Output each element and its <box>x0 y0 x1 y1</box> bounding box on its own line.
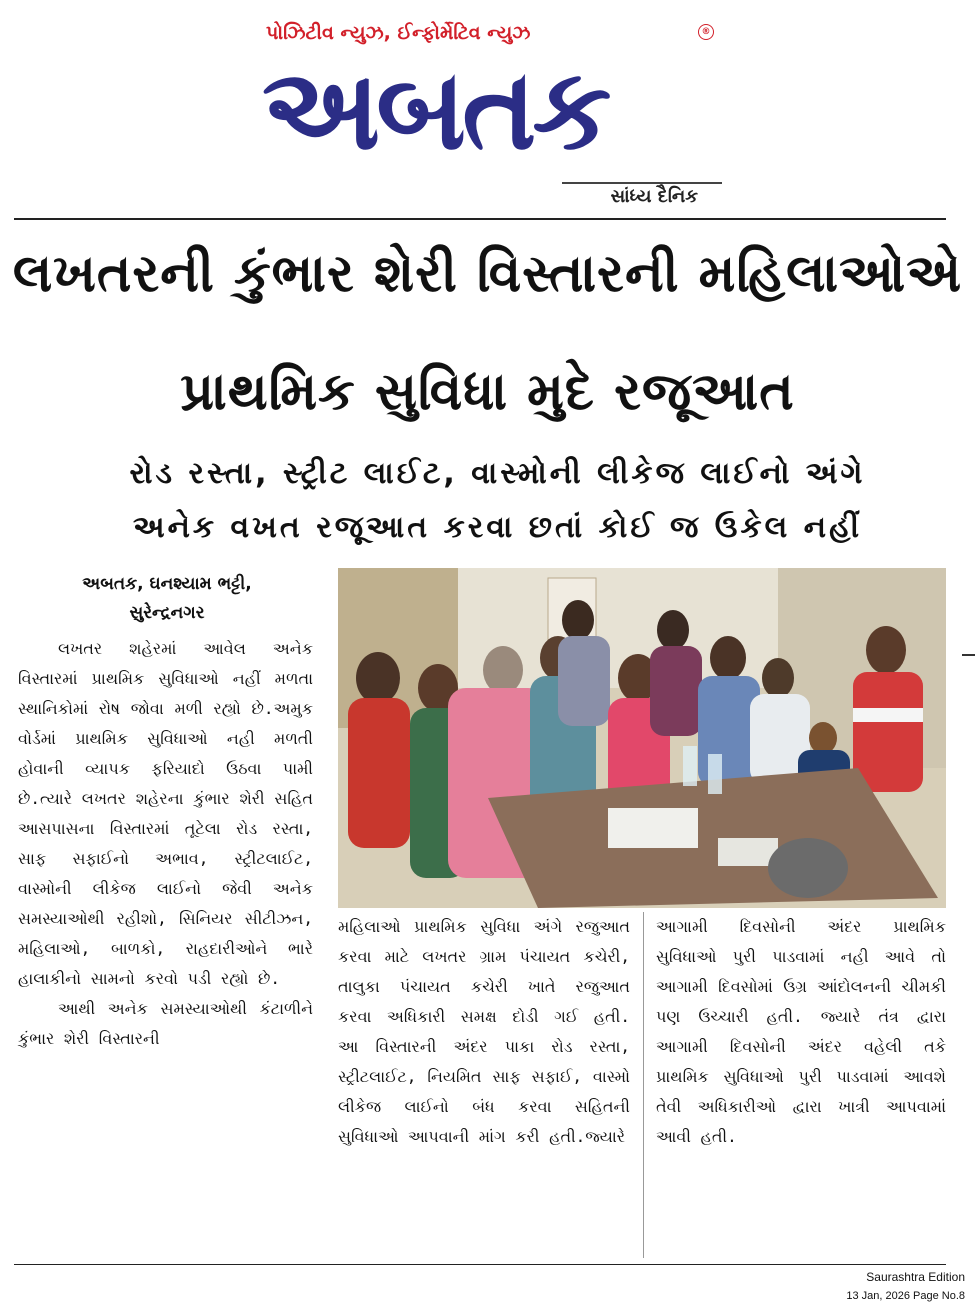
byline <box>22 570 312 628</box>
bottom-rule <box>14 1264 946 1265</box>
article-column-1 <box>18 634 313 1054</box>
margin-mark <box>962 654 975 656</box>
headline-line-1: લખતરની કુંભાર શેરી વિસ્તારની મહિલાઓએ <box>12 244 963 304</box>
news-photo <box>338 568 946 908</box>
date-page-label: 13 Jan, 2026 Page No.8 <box>846 1290 965 1302</box>
article-column-3: આગામી દિવસોની અંદર પ્રાથમિક સુવિધાઓ પુરી પાડવામાં નહી આવે તો આગામી દિવસોમાં ઉગ્ર આંદોલનની ચીમકી પણ ઉચ્ચારી હતી. જ્યારે તંત્ર દ્વારા આગામી દિવસોની અંદર વહેલી તકે પ્રાથમિક સુવિધાઓ પુરી પાડવામાં આવશે તેવી અધિકારીઓ દ્વારા ખાત્રી આપવામાં આવી હતી. <box>656 917 946 1146</box>
byline-location: સુરેન્દ્રનગર <box>129 603 205 623</box>
top-rule <box>14 218 946 220</box>
article-column-2: મહિલાઓ પ્રાથમિક સુવિધા અંગે રજુઆત કરવા માટે લખતર ગ્રામ પંચાયત કચેરી, તાલુકા પંચાયત કચેરી ખાતે રજુઆત કરવા અધિકારી સમક્ષ દોડી ગઈ હતી. આ વિસ્તારની અંદર પાકા રોડ રસ્તા, સ્ટ્રીટલાઈટ, નિયમિત સાફ સફાઈ, વાસ્મો લીકેજ લાઈનો બંધ કરવા સહિતની સુવિધાઓ આપવાની માંગ કરી હતી.જ્યારે <box>338 917 630 1146</box>
headline-line-2: પ્રાથમિક સુવિધા મુદે રજૂઆત <box>180 362 795 422</box>
newspaper-logo: અબતક <box>262 50 608 170</box>
subheadline-line-2: અનેક વખત રજૂઆત કરવા છતાં કોઈ જ ઉકેલ નહીં <box>132 510 863 545</box>
edition-label: Saurashtra Edition <box>866 1270 965 1284</box>
masthead <box>262 18 722 207</box>
news-photo-illustration <box>338 568 946 908</box>
masthead-tagline: પોઝિટીવ ન્યુઝ, ઈન્ફોર્મેટિવ ન્યુઝ <box>266 22 531 44</box>
byline-author: અબતક, ઘનશ્યામ ભટ્ટી, <box>82 574 252 594</box>
subheadline-line-1: રોડ રસ્તા, સ્ટ્રીટ લાઈટ, વાસ્મોની લીકેજ લાઈનો અંગે <box>129 456 866 491</box>
masthead-subtitle: સાંધ્ય દૈનિક <box>610 186 698 207</box>
registered-mark: ® <box>698 24 714 40</box>
article-paragraph: લખતર શહેરમાં આવેલ અનેક વિસ્તારમાં પ્રાથમિક સુવિધાઓ નહીં મળતા સ્થાનિકોમાં રોષ જોવા મળી રહ્યો છે.અમુક વોર્ડમાં પ્રાથમિક સુવિધાઓ નહી મળતી હોવાની વ્યાપક ફરિયાદો ઉઠવા પામી છે.ત્યારે લખતર શહેરના કુંભાર શેરી સહિત આસપાસના વિસ્તારમાં તૂટેલા રોડ રસ્તા, સાફ સફાઈનો અભાવ, સ્ટ્રીટલાઈટ, વાસ્મોની લીકેજ લાઈનો જેવી અનેક સમસ્યાઓથી રહીશો, સિનિયર સીટીઝન, મહિલાઓ, બાળકો, રાહદારીઓને ભારે હાલાકીનો સામનો કરવો પડી રહ્યો છે. <box>18 639 313 988</box>
column-divider <box>643 912 644 1258</box>
article-paragraph: આથી અનેક સમસ્યાઓથી કંટાળીને કુંભાર શેરી વિસ્તારની <box>18 999 313 1048</box>
masthead-divider <box>562 182 722 184</box>
